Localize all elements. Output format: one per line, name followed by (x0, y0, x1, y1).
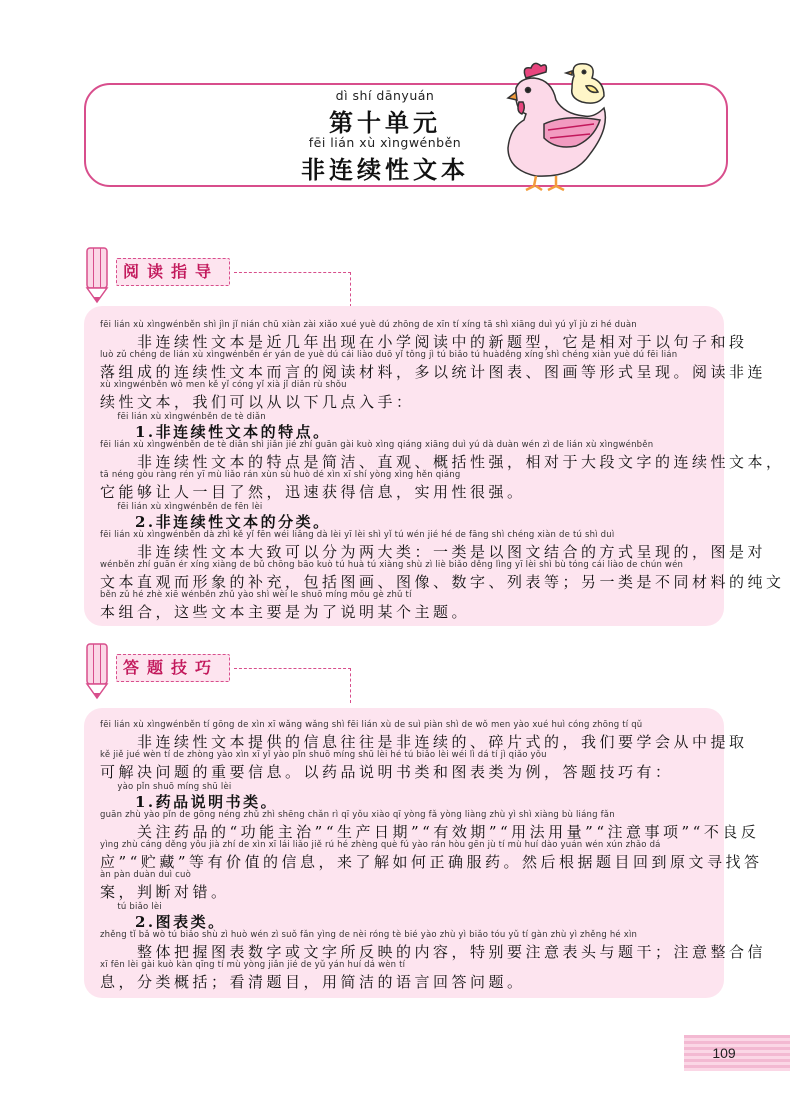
text-line (100, 810, 760, 841)
pinyin-annotation: wénběn zhí guān ér xíng xiàng de bǔ chōng bāo kuò tú huà tú xiàng shù zì liè biǎo děng lìng yī lèi shì bù tóng cái liào de chún wén (100, 560, 684, 570)
subheading-line (100, 780, 712, 810)
text-line (100, 930, 767, 961)
pinyin-annotation: fēi lián xù xìngwénběn dà zhì kě yǐ fēn wéi liǎng dà lèi yī lèi shì yǐ tú wén jié hé de fāng shì chéng xiàn de tú shì duì (100, 530, 615, 540)
section-label: 答题技巧 (116, 654, 230, 682)
text-line (100, 440, 785, 471)
text-line (100, 750, 712, 780)
paragraph-text: 可解决问题的重要信息。以药品说明书类和图表类为例，答题技巧有： (100, 763, 674, 781)
pinyin-annotation: àn pàn duàn duì cuò (100, 870, 191, 880)
text-line (100, 720, 748, 751)
paragraph-text: 非连续性文本是近几年出现在小学阅读中的新题型，它是相对于以句子和段 (100, 333, 748, 351)
title-pinyin: dì shí dānyuán (335, 88, 435, 103)
page-number: 109 (712, 1045, 736, 1061)
pencil-icon (84, 642, 110, 700)
pinyin-annotation: luò zǔ chéng de lián xù xìngwénběn ér yán de yuè dú cái liào duō yǐ tǒng jì tú biǎo tú huàděng xíng shì chéng xiàn yuè dú fēi lián (100, 350, 678, 360)
text-line (100, 470, 712, 500)
pinyin-annotation: yào pǐn shuō míng shū lèi (100, 782, 232, 792)
paragraph-text: 本组合，这些文本主要是为了说明某个主题。 (100, 603, 471, 621)
paragraph-text: 息，分类概括；看清题目，用简洁的语言回答问题。 (100, 973, 526, 991)
paragraph-text: 续性文本，我们可以从以下几点入手： (100, 393, 415, 411)
paragraph-text: 应”“贮藏”等有价值的信息，来了解如何正确服药。然后根据题目回到原文寻找答 (100, 853, 763, 871)
subheading: 1.非连续性文本的特点。 (100, 423, 331, 441)
pinyin-annotation: fēi lián xù xìngwénběn de fēn lèi (100, 502, 263, 512)
answer-tips-panel (84, 708, 767, 998)
pinyin-annotation: guān zhù yào pǐn de gōng néng zhǔ zhì shēng chǎn rì qī yǒu xiào qī yòng fǎ yòng liàng zhù yì shì xiàng bù liáng fǎn (100, 810, 615, 820)
pinyin-annotation: fēi lián xù xìngwénběn de tè diǎn (100, 412, 266, 422)
paragraph-text: 它能够让人一目了然，迅速获得信息，实用性很强。 (100, 483, 526, 501)
reading-guide-panel (84, 306, 785, 626)
text-line (100, 560, 785, 591)
paragraph-text: 整体把握图表数字或文字所反映的内容，特别要注意表头与题干；注意整合信 (100, 943, 767, 961)
paragraph-text: 关注药品的“功能主治”“生产日期”“有效期”“用法用量”“注意事项”“不良反 (100, 823, 760, 841)
text-line (100, 840, 763, 871)
paragraph-text: 非连续性文本的特点是简洁、直观、概括性强，相对于大段文字的连续性文本， (100, 453, 785, 471)
pinyin-annotation: yìng zhù cáng děng yǒu jià zhí de xìn xī lái liǎo jiě rú hé zhèng què fú yào rán hòu gēn jù tí mù huí dào yuán wén xún zhǎo dá (100, 840, 661, 850)
subheading-line (100, 900, 712, 930)
text-line (100, 590, 712, 620)
paragraph-text: 非连续性文本提供的信息往往是非连续的、碎片式的，我们要学会从中提取 (100, 733, 748, 751)
pinyin-annotation: fēi lián xù xìngwénběn tí gōng de xìn xī wǎng wǎng shì fēi lián xù de suì piàn shì de wǒ men yào xué huì cóng zhōng tí qǔ (100, 720, 643, 730)
subtitle-pinyin: fēi lián xù xìngwénběn (308, 135, 462, 150)
pinyin-annotation: xī fēn lèi gài kuò kàn qīng tí mù yòng jiǎn jié de yǔ yán huí dá wèn tí (100, 960, 406, 970)
paragraph-text: 案，判断对错。 (100, 883, 230, 901)
pinyin-annotation: kě jiě jué wèn tí de zhòng yào xìn xī yǐ yào pǐn shuō míng shū lèi hé tú biǎo lèi wéi lì dá tí jì qiǎo yǒu (100, 750, 547, 760)
pinyin-annotation: zhěng tǐ bǎ wò tú biǎo shù zì huò wén zì suǒ fǎn yìng de nèi róng tè bié yào zhù yì biǎo tóu yǔ tí gàn zhù yì zhěng hé xìn (100, 930, 638, 940)
pinyin-annotation: xù xìngwénběn wǒ men kě yǐ cóng yǐ xià jǐ diǎn rù shǒu (100, 380, 347, 390)
subheading-line (100, 500, 712, 530)
subheading: 1.药品说明书类。 (100, 793, 279, 811)
subheading-line (100, 410, 712, 440)
paragraph-text: 非连续性文本大致可以分为两大类：一类是以图文结合的方式呈现的，图是对 (100, 543, 767, 561)
pinyin-annotation: běn zǔ hé zhè xiē wénběn zhǔ yào shì wèi le shuō míng mǒu gè zhǔ tí (100, 590, 412, 600)
text-line (100, 350, 767, 381)
text-line (100, 530, 767, 561)
paragraph-text: 落组成的连续性文本而言的阅读材料，多以统计图表、图画等形式呈现。阅读非连 (100, 363, 767, 381)
pinyin-annotation: tú biǎo lèi (100, 902, 162, 912)
pinyin-annotation: fēi lián xù xìngwénběn de tè diǎn shì jiǎn jié zhí guān gài kuò xìng qiáng xiāng duì yú dà duàn wén zì de lián xù xìngwénběn (100, 440, 654, 450)
dashed-divider (234, 668, 351, 703)
dashed-divider (234, 272, 351, 307)
hen-illustration (486, 58, 626, 193)
subheading: 2.非连续性文本的分类。 (100, 513, 331, 531)
pinyin-annotation: fēi lián xù xìngwénběn shì jìn jǐ nián chū xiàn zài xiǎo xué yuè dú zhōng de xīn tí xíng tā shì xiāng duì yú yǐ jù zi hé duàn (100, 320, 637, 330)
paragraph-text: 文本直观而形象的补充，包括图画、图像、数字、列表等；另一类是不同材料的纯文 (100, 573, 785, 591)
unit-title: 第十单元 (329, 108, 441, 137)
pencil-icon (84, 246, 110, 304)
unit-subtitle: 非连续性文本 (301, 155, 469, 184)
subheading: 2.图表类。 (100, 913, 226, 931)
text-line (100, 380, 712, 410)
text-line (100, 960, 712, 990)
section-header-reading-guide (84, 246, 284, 304)
section-label: 阅读指导 (116, 258, 230, 286)
text-line (100, 320, 748, 351)
section-header-answer-tips (84, 642, 284, 700)
text-line (100, 870, 712, 900)
pinyin-annotation: tā néng gòu ràng rén yī mù liǎo rán xùn sù huò dé xìn xī shí yòng xìng hěn qiáng (100, 470, 461, 480)
